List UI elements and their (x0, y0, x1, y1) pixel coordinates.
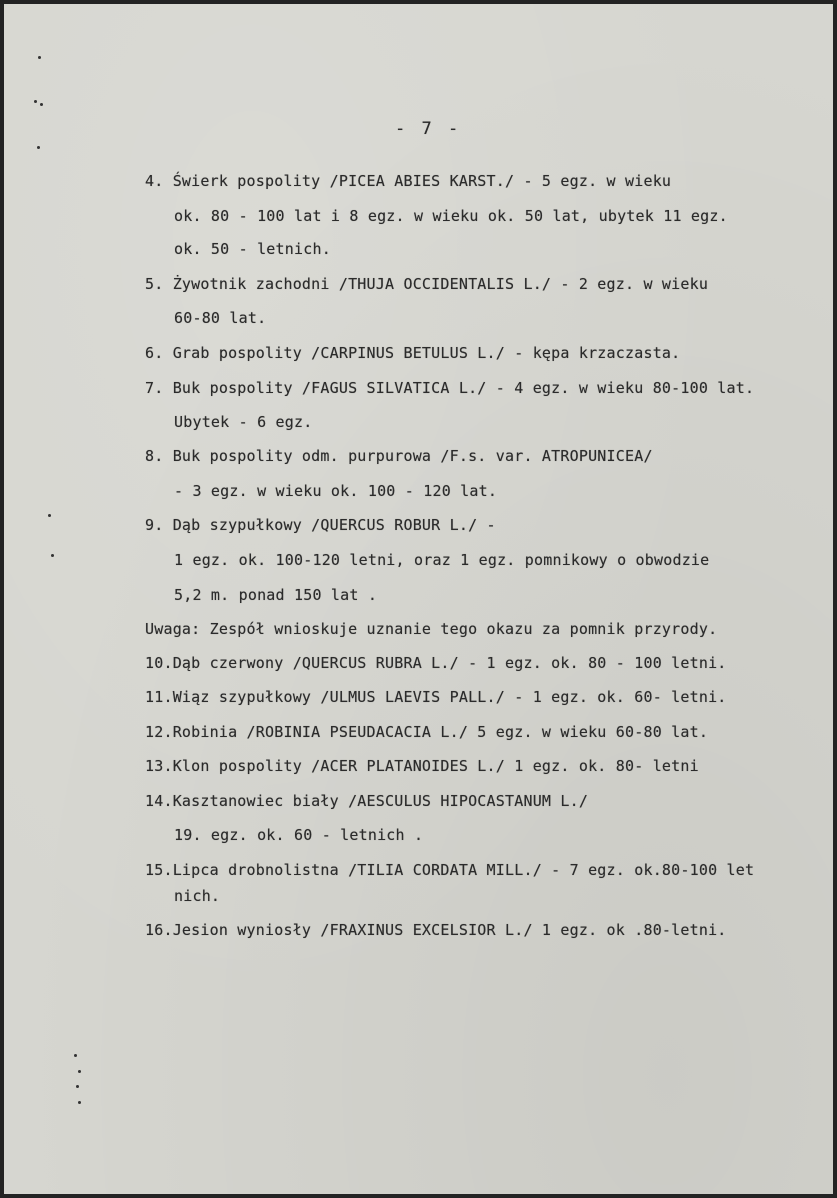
text-line: 16.Jesion wyniosły /FRAXINUS EXCELSIOR L./ 1 egz. ok .80-letni. (145, 921, 727, 939)
text-line: 11.Wiąz szypułkowy /ULMUS LAEVIS PALL./ - 1 egz. ok. 60- letni. (145, 688, 727, 706)
scan-speck (78, 1101, 81, 1104)
text-line: 14.Kasztanowiec biały /AESCULUS HIPOCASTANUM L./ (145, 792, 589, 810)
text-line: nich. (174, 887, 221, 905)
scan-speck (76, 1085, 79, 1088)
text-line: 8. Buk pospolity odm. purpurowa /F.s. var. ATROPUNICEA/ (145, 447, 653, 465)
text-line: 5. Żywotnik zachodni /THUJA OCCIDENTALIS L./ - 2 egz. w wieku (145, 275, 709, 293)
text-line: 12.Robinia /ROBINIA PSEUDACACIA L./ 5 egz. w wieku 60-80 lat. (145, 723, 709, 741)
text-line: 4. Świerk pospolity /PICEA ABIES KARST./ - 5 egz. w wieku (145, 172, 672, 190)
scan-speck (40, 103, 43, 106)
scan-speck (74, 1054, 77, 1057)
text-line: Ubytek - 6 egz. (174, 413, 313, 431)
text-line: 5,2 m. ponad 150 lat . (174, 586, 378, 604)
text-line: ok. 80 - 100 lat i 8 egz. w wieku ok. 50 lat, ubytek 11 egz. (174, 207, 728, 225)
text-line: 10.Dąb czerwony /QUERCUS RUBRA L./ - 1 egz. ok. 80 - 100 letni. (145, 654, 727, 672)
text-line: 13.Klon pospolity /ACER PLATANOIDES L./ 1 egz. ok. 80- letni (145, 757, 699, 775)
text-line: - 3 egz. w wieku ok. 100 - 120 lat. (174, 482, 498, 500)
page-number: - 7 - (395, 119, 462, 139)
scan-speck (34, 100, 37, 103)
scan-speck (48, 514, 51, 517)
text-line: 6. Grab pospolity /CARPINUS BETULUS L./ - kępa krzaczasta. (145, 344, 681, 362)
text-line: Uwaga: Zespół wnioskuje uznanie tego okazu za pomnik przyrody. (145, 620, 718, 638)
text-line: 7. Buk pospolity /FAGUS SILVATICA L./ - 4 egz. w wieku 80-100 lat. (145, 379, 755, 397)
scan-speck (37, 146, 40, 149)
text-line: 19. egz. ok. 60 - letnich . (174, 826, 424, 844)
scan-speck (78, 1070, 81, 1073)
text-line: 15.Lipca drobnolistna /TILIA CORDATA MILL./ - 7 egz. ok.80-100 let (145, 861, 755, 879)
text-line: 1 egz. ok. 100-120 letni, oraz 1 egz. pomnikowy o obwodzie (174, 551, 710, 569)
text-line: 60-80 lat. (174, 309, 267, 327)
scan-speck (38, 56, 41, 59)
text-line: 9. Dąb szypułkowy /QUERCUS ROBUR L./ - (145, 516, 496, 534)
scan-speck (51, 554, 54, 557)
text-line: ok. 50 - letnich. (174, 240, 331, 258)
document-page (4, 4, 833, 1194)
